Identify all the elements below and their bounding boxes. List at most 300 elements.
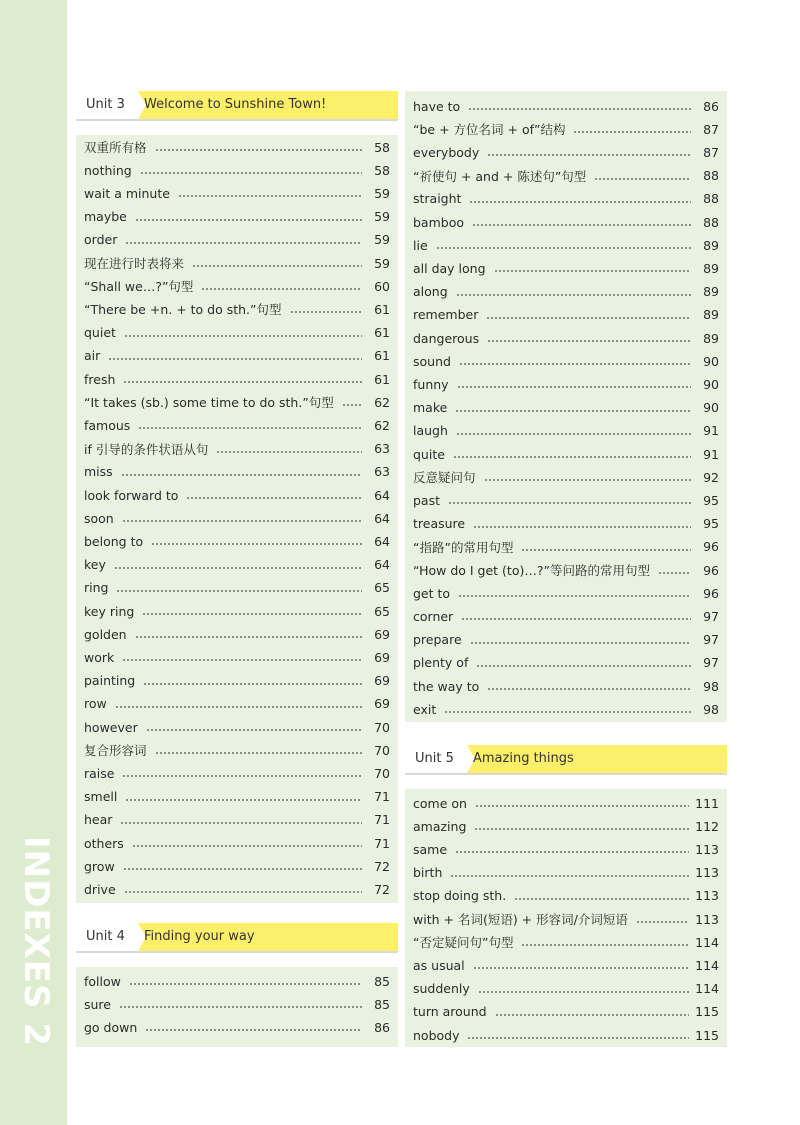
index-entry: [84, 230, 390, 250]
index-entry: [413, 374, 719, 394]
dot-leader: [142, 613, 362, 615]
index-entry: [84, 415, 390, 435]
index-entry: [84, 207, 390, 227]
entry-term: with + 名词(短语) + 形容词/介词短语: [413, 912, 628, 927]
dot-leader: [125, 242, 362, 244]
index-entry: [413, 142, 719, 162]
entry-term: key ring: [84, 603, 135, 619]
dot-leader: [186, 497, 362, 499]
dot-leader: [476, 665, 691, 667]
entry-term: stop doing sth.: [413, 888, 507, 904]
entry-term: get to: [413, 585, 451, 601]
entry-page-number: 97: [703, 632, 719, 648]
entry-term: order: [84, 232, 118, 248]
dot-leader: [155, 149, 362, 151]
entry-term: lie: [413, 237, 428, 253]
index-entry: [413, 653, 719, 673]
entry-term: along: [413, 284, 448, 300]
dot-leader: [119, 1006, 362, 1008]
dot-leader: [122, 775, 362, 777]
entry-term: 复合形容词: [84, 743, 147, 759]
entry-term: funny: [413, 376, 449, 392]
entry-page-number: 95: [703, 492, 719, 508]
index-entry: [413, 212, 719, 232]
dot-leader: [457, 386, 691, 388]
entry-term: birth: [413, 865, 443, 881]
index-entry: [413, 421, 719, 441]
entry-page-number: 59: [374, 232, 390, 248]
index-entry: [84, 578, 390, 598]
entry-term: quiet: [84, 325, 116, 341]
dot-leader: [201, 288, 362, 290]
entry-term: ring: [84, 580, 109, 596]
dot-leader: [122, 659, 362, 661]
dot-leader: [459, 363, 691, 365]
index-entry: [413, 979, 719, 999]
entry-term: however: [84, 719, 138, 735]
index-entry: [413, 1002, 719, 1022]
dot-leader: [521, 944, 689, 946]
entry-page-number: 69: [374, 696, 390, 712]
index-entry: [84, 160, 390, 180]
dot-leader: [125, 799, 362, 801]
entry-term: key: [84, 557, 106, 573]
dot-leader: [456, 433, 691, 435]
index-entry: [84, 601, 390, 621]
entry-page-number: 72: [374, 858, 390, 874]
dot-leader: [514, 898, 689, 900]
entry-term: go down: [84, 1019, 138, 1035]
dot-leader: [487, 154, 691, 156]
index-entry: [84, 485, 390, 505]
dot-leader: [456, 294, 691, 296]
entry-term: as usual: [413, 957, 465, 973]
dot-leader: [467, 1037, 689, 1039]
index-entry: [413, 932, 719, 952]
index-entry: [413, 909, 719, 929]
entry-term: maybe: [84, 209, 127, 225]
entry-page-number: 72: [374, 881, 390, 897]
entry-term: belong to: [84, 533, 144, 549]
index-entry: [84, 994, 390, 1014]
entry-page-number: 61: [374, 348, 390, 364]
entry-page-number: 61: [374, 301, 390, 317]
entry-page-number: 69: [374, 673, 390, 689]
dot-leader: [594, 178, 691, 180]
dot-leader: [151, 543, 362, 545]
entry-term: nobody: [413, 1027, 460, 1043]
index-entry: [413, 328, 719, 348]
dot-leader: [120, 822, 362, 824]
unit-5-title: Amazing things: [473, 751, 574, 766]
entry-page-number: 59: [374, 255, 390, 271]
index-entry: [413, 699, 719, 719]
entry-term: suddenly: [413, 981, 470, 997]
entry-term: quite: [413, 446, 445, 462]
dot-leader: [448, 502, 691, 504]
dot-leader: [487, 688, 691, 690]
index-entry: [413, 305, 719, 325]
entry-page-number: 88: [703, 191, 719, 207]
entry-term: prepare: [413, 632, 462, 648]
index-entry: [84, 369, 390, 389]
dot-leader: [444, 711, 691, 713]
dot-leader: [458, 595, 691, 597]
entry-term: turn around: [413, 1004, 487, 1020]
entry-page-number: 113: [695, 911, 719, 927]
dot-leader: [495, 1014, 690, 1016]
entry-page-number: 64: [374, 557, 390, 573]
entry-term: exit: [413, 701, 437, 717]
entry-page-number: 65: [374, 580, 390, 596]
entry-term: make: [413, 400, 448, 416]
entry-term: “There be +n. + to do sth.”句型: [84, 302, 282, 318]
entry-term: “祈使句 + and + 陈述句”句型: [413, 168, 587, 184]
index-entry: [84, 971, 390, 991]
entry-page-number: 62: [374, 394, 390, 410]
index-entry: [84, 810, 390, 830]
entry-page-number: 69: [374, 626, 390, 642]
entry-page-number: 64: [374, 510, 390, 526]
entry-term: painting: [84, 673, 136, 689]
index-entry: [84, 299, 390, 319]
entry-page-number: 114: [695, 981, 719, 997]
index-entry: [84, 555, 390, 575]
index-entry: [413, 467, 719, 487]
dot-leader: [478, 991, 689, 993]
entry-term: sure: [84, 996, 111, 1012]
unit-5-list: [405, 789, 727, 1047]
entry-term: “指路”的常用句型: [413, 539, 514, 555]
entry-page-number: 58: [374, 139, 390, 155]
index-entry: [84, 833, 390, 853]
entry-term: “Shall we…?”句型: [84, 279, 194, 295]
unit-5-header: [405, 745, 727, 775]
index-entry: [84, 763, 390, 783]
index-entry: [413, 537, 719, 557]
dot-leader: [453, 456, 691, 458]
index-entry: [413, 955, 719, 975]
entry-term: golden: [84, 626, 127, 642]
index-entry: [84, 740, 390, 760]
entry-page-number: 115: [695, 1027, 719, 1043]
entry-page-number: 113: [695, 865, 719, 881]
entry-term: “否定疑问句”句型: [413, 935, 514, 951]
index-entry: [84, 671, 390, 691]
entry-page-number: 64: [374, 533, 390, 549]
entry-term: 反意疑问句: [413, 470, 476, 486]
index-entry: [413, 560, 719, 580]
entry-page-number: 63: [374, 464, 390, 480]
index-entry: [413, 886, 719, 906]
entry-term: smell: [84, 789, 118, 805]
index-entry: [413, 258, 719, 278]
side-title: [12, 836, 56, 1056]
dot-leader: [461, 618, 691, 620]
entry-term: air: [84, 348, 101, 364]
index-entry: [84, 1017, 390, 1037]
dot-leader: [290, 311, 362, 313]
index-entry: [413, 282, 719, 302]
entry-page-number: 70: [374, 765, 390, 781]
entry-term: if 引导的条件状语从句: [84, 441, 209, 457]
entry-page-number: 96: [703, 585, 719, 601]
entry-page-number: 89: [703, 237, 719, 253]
dot-leader: [116, 590, 362, 592]
dot-leader: [143, 683, 362, 685]
index-entry: [413, 816, 719, 836]
index-entry: [413, 606, 719, 626]
entry-page-number: 59: [374, 209, 390, 225]
dot-leader: [487, 340, 691, 342]
entry-page-number: 115: [695, 1004, 719, 1020]
index-entry: [84, 439, 390, 459]
entry-page-number: 98: [703, 678, 719, 694]
dot-leader: [124, 891, 362, 893]
entry-page-number: 65: [374, 603, 390, 619]
index-entry: [413, 583, 719, 603]
side-title-text: INDEXES 2: [16, 836, 56, 1047]
entry-page-number: 113: [695, 888, 719, 904]
entry-term: plenty of: [413, 655, 469, 671]
index-entry: [84, 717, 390, 737]
entry-term: amazing: [413, 818, 467, 834]
index-entry: [84, 276, 390, 296]
index-entry: [84, 508, 390, 528]
index-entry: [84, 137, 390, 157]
dot-leader: [450, 875, 689, 877]
dot-leader: [494, 270, 691, 272]
entry-term: grow: [84, 858, 115, 874]
entry-page-number: 90: [703, 400, 719, 416]
entry-page-number: 63: [374, 441, 390, 457]
entry-page-number: 86: [374, 1019, 390, 1035]
entry-term: remember: [413, 307, 479, 323]
dot-leader: [473, 526, 691, 528]
dot-leader: [474, 828, 689, 830]
entry-term: wait a minute: [84, 185, 170, 201]
entry-term: all day long: [413, 260, 486, 276]
entry-term: have to: [413, 98, 461, 114]
entry-term: come on: [413, 795, 467, 811]
index-entry: [84, 647, 390, 667]
entry-term: dangerous: [413, 330, 480, 346]
dot-leader: [484, 479, 691, 481]
dot-leader: [455, 410, 691, 412]
entry-page-number: 58: [374, 162, 390, 178]
entry-page-number: 86: [703, 98, 719, 114]
index-entry: [413, 444, 719, 464]
index-entry: [413, 351, 719, 371]
dot-leader: [135, 219, 362, 221]
unit-3-title: Welcome to Sunshine Town!: [144, 97, 327, 112]
unit-3-list: [76, 135, 398, 903]
index-entry: [84, 787, 390, 807]
entry-term: look forward to: [84, 487, 179, 503]
entry-page-number: 85: [374, 973, 390, 989]
entry-page-number: 71: [374, 835, 390, 851]
dot-leader: [521, 549, 691, 551]
entry-term: the way to: [413, 678, 480, 694]
dot-leader: [636, 921, 689, 923]
entry-page-number: 69: [374, 649, 390, 665]
entry-page-number: 71: [374, 789, 390, 805]
entry-term: miss: [84, 464, 113, 480]
entry-page-number: 90: [703, 376, 719, 392]
entry-page-number: 88: [703, 168, 719, 184]
entry-page-number: 89: [703, 284, 719, 300]
entry-page-number: 87: [703, 144, 719, 160]
entry-page-number: 90: [703, 353, 719, 369]
index-entry: [413, 398, 719, 418]
dot-leader: [135, 636, 362, 638]
unit-5-tag: Unit 5: [405, 745, 467, 773]
entry-term: follow: [84, 973, 121, 989]
entry-page-number: 89: [703, 330, 719, 346]
entry-page-number: 98: [703, 701, 719, 717]
entry-page-number: 61: [374, 371, 390, 387]
dot-leader: [192, 265, 362, 267]
entry-page-number: 59: [374, 185, 390, 201]
dot-leader: [122, 520, 362, 522]
entry-term: raise: [84, 765, 115, 781]
entry-term: famous: [84, 417, 131, 433]
unit-3-header: [76, 91, 398, 121]
entry-term: laugh: [413, 423, 448, 439]
entry-term: soon: [84, 510, 114, 526]
dot-leader: [132, 845, 362, 847]
dot-leader: [468, 108, 691, 110]
dot-leader: [469, 201, 691, 203]
dot-leader: [658, 572, 691, 574]
dot-leader: [216, 451, 362, 453]
dot-leader: [129, 983, 362, 985]
entry-term: nothing: [84, 162, 132, 178]
unit-3-tag: Unit 3: [76, 91, 138, 119]
entry-page-number: 92: [703, 469, 719, 485]
entry-page-number: 96: [703, 539, 719, 555]
entry-term: hear: [84, 812, 113, 828]
entry-term: row: [84, 696, 107, 712]
index-entry: [84, 392, 390, 412]
entry-term: straight: [413, 191, 462, 207]
index-entry: [413, 166, 719, 186]
entry-term: 现在进行时表将来: [84, 256, 185, 271]
index-entry: [413, 793, 719, 813]
dot-leader: [124, 335, 362, 337]
entry-page-number: 114: [695, 957, 719, 973]
index-entry: [413, 630, 719, 650]
dot-leader: [155, 752, 362, 754]
entry-page-number: 112: [695, 818, 719, 834]
dot-leader: [114, 567, 362, 569]
dot-leader: [473, 967, 690, 969]
entry-page-number: 70: [374, 742, 390, 758]
dot-leader: [475, 805, 689, 807]
index-entry: [413, 119, 719, 139]
unit-4-title: Finding your way: [144, 929, 255, 944]
entry-page-number: 95: [703, 516, 719, 532]
entry-term: treasure: [413, 516, 466, 532]
unit-4-list-right: [405, 91, 727, 722]
entry-page-number: 111: [695, 795, 719, 811]
index-entry: [413, 490, 719, 510]
dot-leader: [436, 247, 691, 249]
entry-term: “be + 方位名词 + of”结构: [413, 122, 566, 138]
entry-term: everybody: [413, 144, 480, 160]
index-entry: [84, 531, 390, 551]
entry-page-number: 89: [703, 307, 719, 323]
index-entry: [413, 676, 719, 696]
dot-leader: [140, 172, 362, 174]
index-entry: [84, 253, 390, 273]
entry-page-number: 96: [703, 562, 719, 578]
dot-leader: [123, 868, 362, 870]
index-entry: [413, 514, 719, 534]
entry-term: corner: [413, 608, 454, 624]
dot-leader: [472, 224, 691, 226]
entry-page-number: 114: [695, 934, 719, 950]
entry-term: same: [413, 841, 448, 857]
index-entry: [84, 879, 390, 899]
unit-4-header: [76, 923, 398, 953]
entry-page-number: 61: [374, 325, 390, 341]
entry-term: “It takes (sb.) some time to do sth.”句型: [84, 395, 334, 411]
dot-leader: [146, 729, 362, 731]
entry-page-number: 70: [374, 719, 390, 735]
entry-term: drive: [84, 881, 116, 897]
entry-page-number: 71: [374, 812, 390, 828]
entry-page-number: 62: [374, 417, 390, 433]
index-entry: [413, 96, 719, 116]
entry-page-number: 60: [374, 278, 390, 294]
entry-term: work: [84, 649, 115, 665]
entry-page-number: 97: [703, 608, 719, 624]
entry-page-number: 85: [374, 996, 390, 1012]
dot-leader: [145, 1029, 362, 1031]
dot-leader: [108, 358, 362, 360]
dot-leader: [573, 131, 691, 133]
dot-leader: [486, 317, 691, 319]
dot-leader: [470, 642, 691, 644]
entry-term: 双重所有格: [84, 140, 147, 155]
unit-4-tag: Unit 4: [76, 923, 138, 951]
entry-term: sound: [413, 353, 451, 369]
entry-page-number: 89: [703, 260, 719, 276]
entry-term: others: [84, 835, 124, 851]
index-entry: [413, 863, 719, 883]
dot-leader: [138, 427, 362, 429]
dot-leader: [455, 851, 689, 853]
entry-term: “How do I get (to)…?”等问路的常用句型: [413, 563, 650, 578]
dot-leader: [178, 195, 362, 197]
dot-leader: [121, 474, 362, 476]
entry-term: fresh: [84, 371, 116, 387]
index-entry: [413, 235, 719, 255]
entry-term: bamboo: [413, 214, 465, 230]
entry-page-number: 64: [374, 487, 390, 503]
entry-page-number: 91: [703, 423, 719, 439]
dot-leader: [115, 706, 362, 708]
dot-leader: [342, 404, 362, 406]
entry-page-number: 97: [703, 655, 719, 671]
index-entry: [413, 189, 719, 209]
entry-term: past: [413, 492, 441, 508]
unit-4-list-left: [76, 967, 398, 1047]
index-entry: [84, 346, 390, 366]
entry-page-number: 91: [703, 446, 719, 462]
index-entry: [84, 323, 390, 343]
